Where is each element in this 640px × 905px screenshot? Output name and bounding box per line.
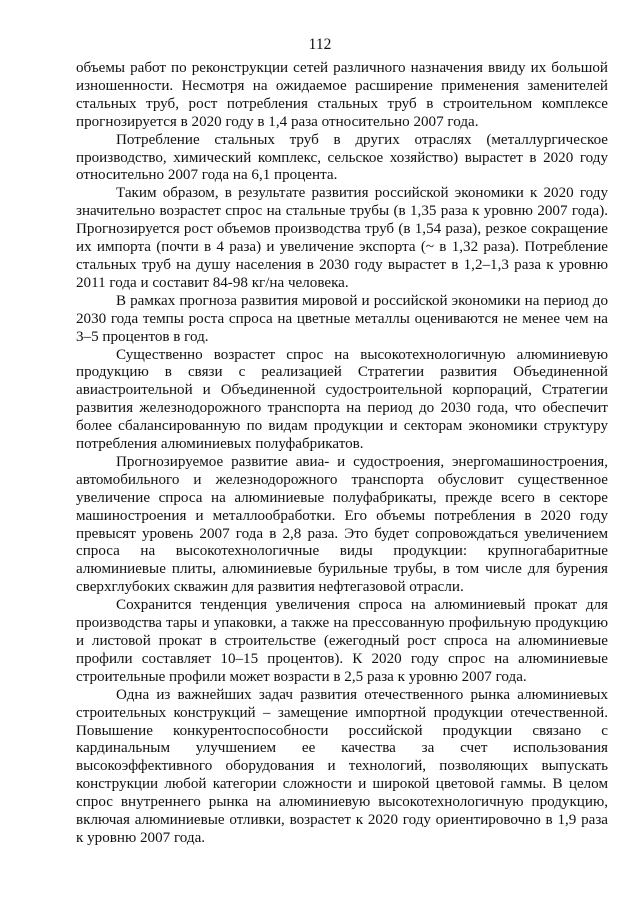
paragraph-3: Таким образом, в результате развития российской экономики к 2020 году значительно возрастет спрос на стальные трубы (в 1,35 раза к уровню 2007 года). Прогнозируется рост объемов производства труб (в 1,54 раза), резкое сокращение их импорта (почти в 4 раза) и увеличение экспорта (~ в 1,32 раза). Потребление стальных труб на душу населения в 2030 году вырастет в 1,2–1,3 раза к уровню 2011 года и составит 84-98 кг/на человека. bbox=[76, 185, 608, 291]
paragraph-1: объемы работ по реконструкции сетей различного назначения ввиду их большой изношенности. Несмотря на ожидаемое расширение применения заменителей стальных труб, рост потребления стальных труб в строительном комплексе прогнозируется в 2020 году в 1,4 раза относительно 2007 года. bbox=[76, 60, 608, 130]
paragraph-2: Потребление стальных труб в других отраслях (металлургическое производство, химический комплекс, сельское хозяйство) вырастет в 2020 году относительно 2007 года на 6,1 процента. bbox=[76, 131, 608, 184]
paragraph-6: Прогнозируемое развитие авиа- и судостроения, энергомашиностроения, автомобильного и железнодорожного транспорта обусловит существенное увеличение спроса на алюминиевые полуфабрикаты, прежде всего в секторе машиностроения и металлообработки. Его объемы потребления в 2020 году превысят уровень 2007 года в 2,8 раза. Это будет сопровождаться увеличением спроса на высокотехнологичные виды продукции: крупногабаритные алюминиевые плиты, алюминиевые бурильные трубы, в том числе для бурения сверхглубоких скважин для развития нефтегазовой отрасли. bbox=[76, 453, 608, 596]
body-text bbox=[76, 60, 608, 848]
paragraph-8: Одна из важнейших задач развития отечественного рынка алюминиевых строительных конструкций – замещение импортной продукции отечественной. Повышение конкурентоспособности российской продукции связано с кардинальным улучшением ее качества за счет использования высокоэффективного оборудования и технологий, позволяющих выпускать конструкции любой категории сложности и широкой цветовой гаммы. В целом спрос внутреннего рынка на алюминиевую высокотехнологичную продукцию, включая алюминиевые отливки, возрастет к 2020 году ориентировочно в 1,9 раза к уровню 2007 года. bbox=[76, 686, 608, 846]
paragraph-4: В рамках прогноза развития мировой и российской экономики на период до 2030 года темпы роста спроса на цветные металлы оцениваются не менее чем на 3–5 процентов в год. bbox=[76, 292, 608, 345]
page-number: 112 bbox=[308, 36, 332, 53]
paragraph-7: Сохранится тенденция увеличения спроса на алюминиевый прокат для производства тары и упаковки, а также на прессованную профильную продукцию и листовой прокат в строительстве (ежегодный рост спроса на алюминиевые профили составляет 10–15 процентов). К 2020 году спрос на алюминиевые строительные профили может возрасти в 2,5 раза к уровню 2007 года. bbox=[76, 597, 608, 685]
paragraph-5: Существенно возрастет спрос на высокотехнологичную алюминиевую продукцию в связи с реализацией Стратегии развития Объединенной авиастроительной и Объединенной судостроительной корпораций, Стратегии развития железнодорожного транспорта на период до 2030 года, что обеспечит более сбалансированную по видам продукции и секторам экономики структуру потребления алюминиевых полуфабрикатов. bbox=[76, 346, 608, 453]
